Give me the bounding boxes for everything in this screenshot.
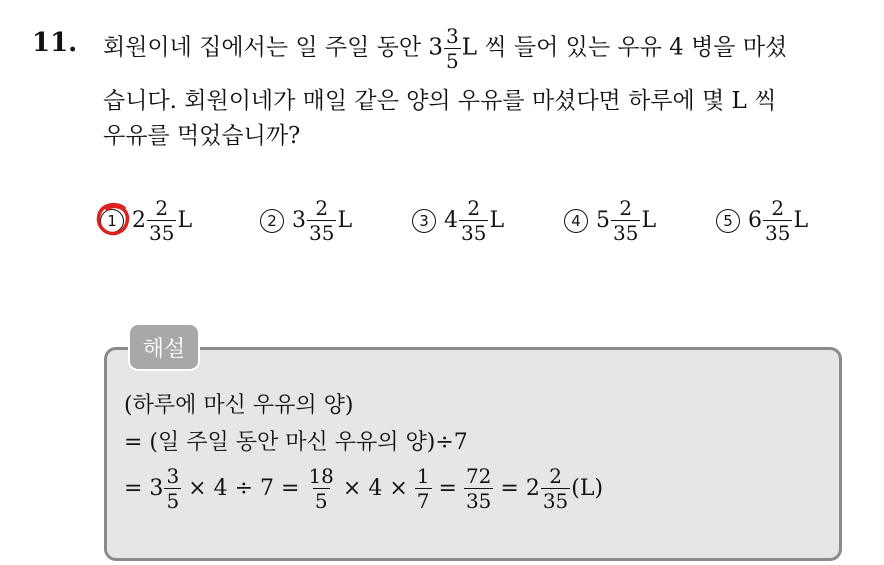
choice-whole: 6 [748,208,762,233]
fraction-denominator: 35 [613,221,639,245]
fraction-numerator: 2 [155,196,169,220]
choice-unit: L [793,208,809,233]
choice-marker: 1 [100,209,124,233]
choice-whole: 2 [132,208,146,233]
choice-whole: 4 [444,208,458,233]
question-line-3: 우유를 먹었습니까? [103,123,301,149]
choice-fraction [459,198,488,243]
solution-line-1: (하루에 마신 우유의 양) [124,393,354,418]
fraction-numerator: 2 [549,464,562,488]
fraction-numerator: 18 [308,464,334,488]
fraction-denominator: 5 [166,489,180,513]
solution-op-3: = [438,476,457,501]
solution-eq-1: = 3 [124,476,164,501]
solution-fraction-4 [464,466,493,511]
fraction-numerator: 1 [416,464,430,488]
solution-line-2: = (일 주일 동안 마신 우유의 양)÷7 [124,430,468,455]
question-line-1-post: L 씩 들어 있는 우유 4 병을 마셨 [461,34,788,61]
question-line-2: 습니다. 회원이네가 매일 같은 양의 우유를 마셨다면 하루에 몇 L 씩 [103,88,777,114]
fraction-numerator: 2 [619,196,633,220]
fraction-denominator: 35 [461,221,487,245]
choice-fraction [147,198,176,243]
choice-3[interactable] [412,198,504,243]
choice-fraction [611,198,640,243]
question-line-1 [103,26,787,71]
question-number: 11. [32,28,78,58]
fraction-numerator: 72 [465,464,492,488]
choice-marker: 2 [260,209,284,233]
solution-op-4: = 2 [500,476,540,501]
choice-unit: L [177,208,193,233]
fraction-numerator: 2 [467,196,481,220]
fraction-denominator: 35 [542,489,569,513]
fraction-denominator: 35 [765,221,791,245]
fraction-denominator: 35 [465,489,492,513]
answer-choices [100,198,840,258]
solution-op-2: × 4 × [342,476,408,501]
choice-whole: 5 [596,208,610,233]
choice-marker: 3 [412,209,436,233]
solution-tab: 해설 [128,323,200,371]
question-line-1-pre: 회원이네 집에서는 일 주일 동안 3 [103,34,444,61]
choice-4[interactable] [564,198,656,243]
solution-fraction-2 [306,466,335,511]
choice-unit: L [337,208,353,233]
choice-1[interactable] [100,198,192,243]
fraction-denominator: 35 [309,221,335,245]
fraction-denominator: 5 [446,49,459,73]
choice-5[interactable] [716,198,808,243]
fraction-numerator: 2 [771,196,785,220]
choice-whole: 3 [292,208,306,233]
choice-marker: 5 [716,209,740,233]
solution-unit: (L) [571,476,604,501]
choice-unit: L [641,208,657,233]
solution-fraction-5 [541,466,570,511]
choice-fraction [307,198,336,243]
choice-2[interactable] [260,198,352,243]
solution-line-3 [124,466,603,511]
fraction-denominator: 7 [416,489,430,513]
choice-fraction [763,198,792,243]
solution-fraction-1 [164,466,181,511]
choice-marker: 4 [564,209,588,233]
fraction-numerator: 3 [446,24,459,48]
solution-op-1: × 4 ÷ 7 = [188,476,300,501]
fraction-denominator: 35 [149,221,175,245]
fraction-numerator: 2 [315,196,329,220]
solution-fraction-3 [415,466,432,511]
question-fraction [444,26,461,71]
choice-unit: L [489,208,505,233]
fraction-denominator: 5 [314,489,328,513]
fraction-numerator: 3 [166,464,180,488]
